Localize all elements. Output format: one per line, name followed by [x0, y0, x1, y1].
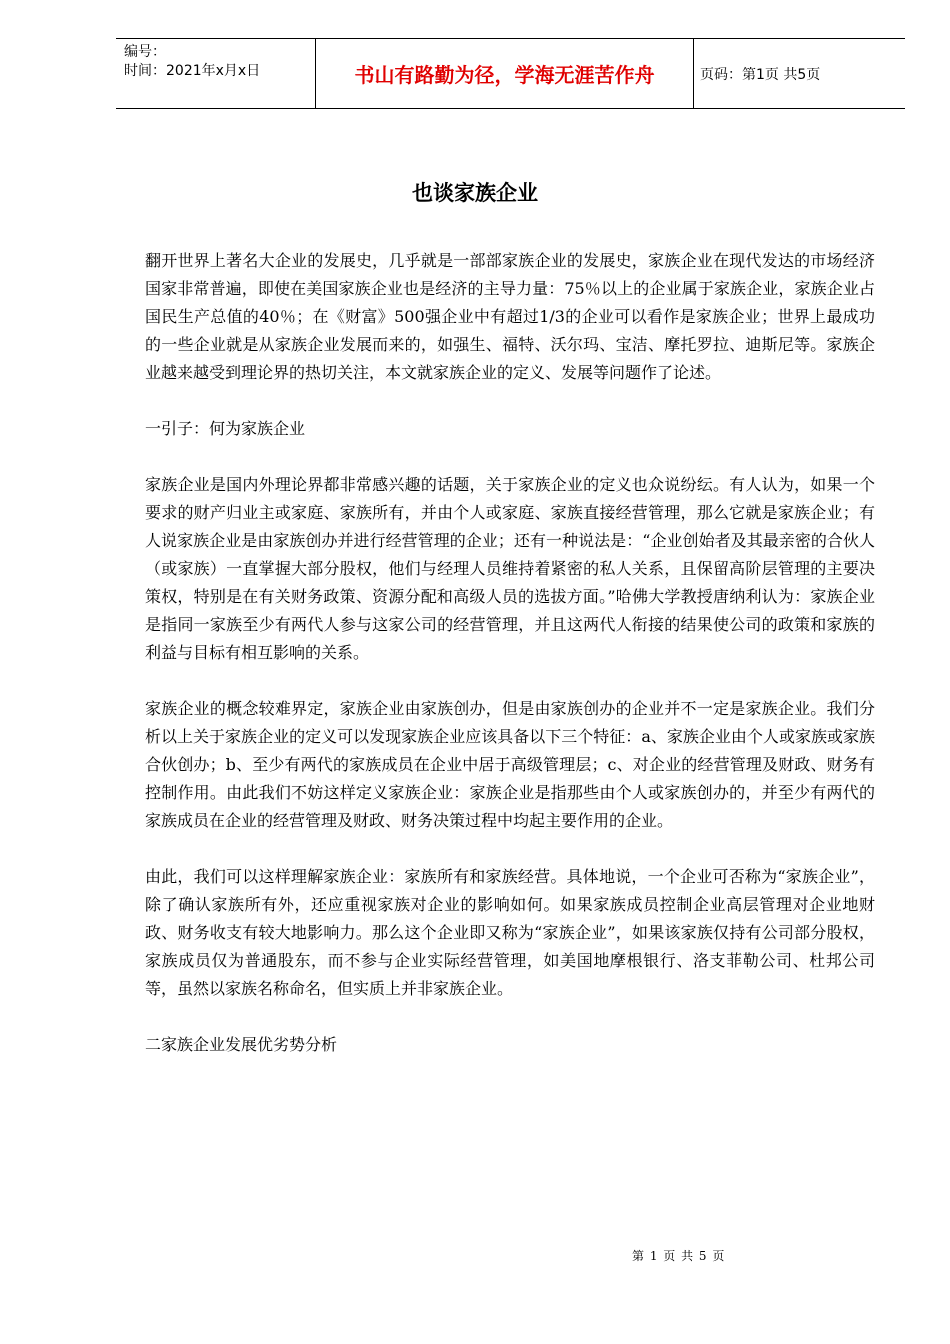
header-motto: 书山有路勤为径，学海无涯苦作舟 — [316, 39, 694, 108]
document-number-label: 编号： — [124, 44, 166, 60]
document-title: 也谈家族企业 — [412, 181, 538, 205]
paragraph-intro: 翻开世界上著名大企业的发展史，几乎就是一部部家族企业的发展史，家族企业在现代发达的市场经济国家非常普遍，即使在美国家族企业也是经济的主导力量：75％以上的企业属于家族企业，家族企业占国民生产总值的40％；在《财富》500强企业中有超过1/3的企业可以看作是家族企业；世界上最成功的一些企业就是从家族企业发展而来的，如强生、福特、沃尔玛、宝洁、摩托罗拉、迪斯尼等。家族企业越来越受到理论界的热切关注，本文就家族企业的定义、发展等问题作了论述。 — [145, 251, 875, 382]
section-heading-1: 一引子：何为家族企业 — [145, 419, 306, 438]
header-meta-cell — [116, 39, 316, 108]
section-heading-2: 二家族企业发展优劣势分析 — [145, 1035, 338, 1054]
paragraph-characteristics: 家族企业的概念较难界定，家族企业由家族创办，但是由家族创办的企业并不一定是家族企业。我们分析以上关于家族企业的定义可以发现家族企业应该具备以下三个特征：a、家族企业由个人或家族或家族合伙创办；b、至少有两代的家族成员在企业中居于高级管理层；c、对企业的经营管理及财政、财务有控制作用。由此我们不妨这样定义家族企业：家族企业是指那些由个人或家族创办的，并至少有两代的家族成员在企业的经营管理及财政、财务决策过程中均起主要作用的企业。 — [145, 699, 875, 830]
paragraph-definitions: 家族企业是国内外理论界都非常感兴趣的话题，关于家族企业的定义也众说纷纭。有人认为，如果一个要求的财产归业主或家庭、家族所有，并由个人或家庭、家族直接经营管理，那么它就是家族企业；有人说家族企业是由家族创办并进行经营管理的企业；还有一种说法是：“企业创始者及其最亲密的合伙人（或家族）一直掌握大部分股权，他们与经理人员维持着紧密的私人关系，且保留高阶层管理的主要决策权，特别是在有关财务政策、资源分配和高级人员的选拔方面。”哈佛大学教授唐纳利认为：家族企业是指同一家族至少有两代人参与这家公司的经营管理，并且这两代人衔接的结果使公司的政策和家族的利益与目标有相互影响的关系。 — [145, 475, 875, 662]
document-body — [145, 247, 875, 1059]
page-footer: 第 1 页 共 5 页 — [632, 1249, 726, 1263]
header-page-info: 页码：第1页 共5页 — [700, 66, 821, 83]
document-header — [116, 38, 905, 109]
paragraph-understanding: 由此，我们可以这样理解家族企业：家族所有和家族经营。具体地说，一个企业可否称为“家族企业”，除了确认家族所有外，还应重视家族对企业的影响如何。如果家族成员控制企业高层管理对企业地财政、财务收支有较大地影响力。那么这个企业即又称为“家族企业”，如果该家族仅持有公司部分股权，家族成员仅为普通股东，而不参与企业实际经营管理，如美国地摩根银行、洛支菲勒公司、杜邦公司等，虽然以家族名称命名，但实质上并非家族企业。 — [145, 867, 875, 998]
document-time-label: 时间：2021年x月x日 — [124, 63, 261, 79]
